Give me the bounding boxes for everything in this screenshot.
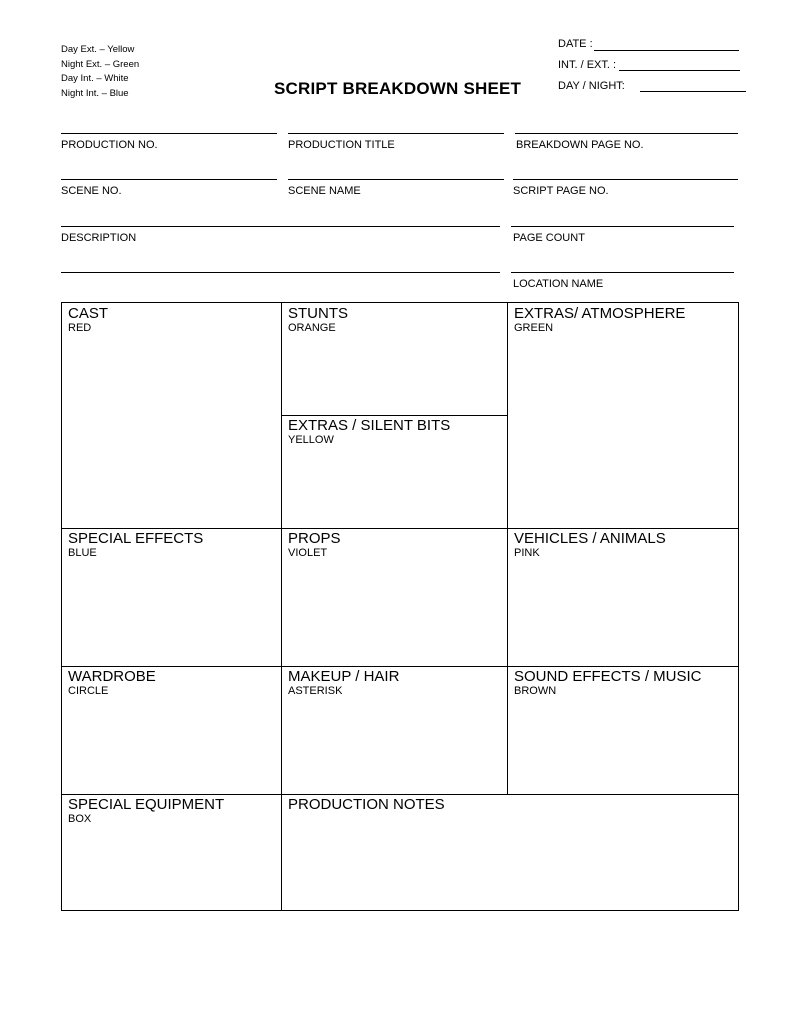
script-page-no-field[interactable]: [513, 179, 738, 180]
stunts-title: STUNTS: [288, 305, 348, 322]
description-label: DESCRIPTION: [61, 232, 137, 244]
makeup-hair-cell[interactable]: [281, 666, 507, 794]
production-no-field[interactable]: [61, 133, 277, 134]
production-notes-title: PRODUCTION NOTES: [288, 796, 445, 813]
production-title-label: PRODUCTION TITLE: [288, 139, 395, 151]
special-equipment-title: SPECIAL EQUIPMENT: [68, 796, 225, 813]
scene-no-label: SCENE NO.: [61, 185, 122, 197]
production-title-field[interactable]: [288, 133, 504, 134]
makeup-hair-code: ASTERISK: [288, 685, 343, 697]
legend-night-int: Night Int. – Blue: [61, 88, 129, 99]
special-equipment-cell[interactable]: [62, 794, 281, 911]
makeup-hair-title: MAKEUP / HAIR: [288, 668, 400, 685]
cast-code: RED: [68, 322, 92, 334]
extras-atmosphere-code: GREEN: [514, 322, 554, 334]
breakdown-page-no-label: BREAKDOWN PAGE NO.: [516, 139, 644, 151]
breakdown-grid: [61, 302, 739, 911]
legend-day-int: Day Int. – White: [61, 73, 129, 84]
scene-name-field[interactable]: [288, 179, 504, 180]
page-count-label: PAGE COUNT: [513, 232, 585, 244]
special-effects-title: SPECIAL EFFECTS: [68, 530, 204, 547]
legend-day-ext: Day Ext. – Yellow: [61, 44, 135, 55]
page-title: SCRIPT BREAKDOWN SHEET: [274, 79, 522, 98]
special-equipment-code: BOX: [68, 813, 92, 825]
props-cell[interactable]: [281, 528, 507, 666]
extras-silent-bits-cell[interactable]: [281, 415, 507, 528]
scene-no-field[interactable]: [61, 179, 277, 180]
vehicles-animals-cell[interactable]: [507, 528, 739, 666]
sound-effects-music-title: SOUND EFFECTS / MUSIC: [514, 668, 702, 685]
wardrobe-code: CIRCLE: [68, 685, 109, 697]
description-field[interactable]: [61, 226, 500, 227]
day-night-label: DAY / NIGHT:: [558, 80, 625, 92]
day-night-field[interactable]: [640, 91, 746, 92]
date-label: DATE :: [558, 38, 593, 50]
production-notes-cell[interactable]: [281, 794, 739, 911]
sound-effects-music-code: BROWN: [514, 685, 557, 697]
int-ext-field[interactable]: [619, 70, 740, 71]
description-line-2[interactable]: [61, 272, 500, 273]
extras-silent-bits-code: YELLOW: [288, 434, 334, 446]
extras-atmosphere-cell[interactable]: [507, 303, 739, 528]
extras-silent-bits-title: EXTRAS / SILENT BITS: [288, 417, 451, 434]
stunts-code: ORANGE: [288, 322, 336, 334]
script-page-no-label: SCRIPT PAGE NO.: [513, 185, 609, 197]
cast-cell[interactable]: [62, 303, 281, 528]
breakdown-page-no-field[interactable]: [515, 133, 738, 134]
production-no-label: PRODUCTION NO.: [61, 139, 158, 151]
int-ext-label: INT. / EXT. :: [558, 59, 617, 71]
cast-title: CAST: [68, 305, 109, 322]
scene-name-label: SCENE NAME: [288, 185, 361, 197]
extras-atmosphere-title: EXTRAS/ ATMOSPHERE: [514, 305, 686, 322]
special-effects-cell[interactable]: [62, 528, 281, 666]
date-field[interactable]: [594, 50, 739, 51]
special-effects-code: BLUE: [68, 547, 97, 559]
props-title: PROPS: [288, 530, 341, 547]
vehicles-animals-code: PINK: [514, 547, 540, 559]
wardrobe-cell[interactable]: [62, 666, 281, 794]
sound-effects-music-cell[interactable]: [507, 666, 739, 794]
legend-night-ext: Night Ext. – Green: [61, 59, 140, 70]
location-name-label: LOCATION NAME: [513, 278, 604, 290]
vehicles-animals-title: VEHICLES / ANIMALS: [514, 530, 666, 547]
page-count-field[interactable]: [511, 226, 734, 227]
stunts-cell[interactable]: [281, 303, 507, 415]
location-name-field[interactable]: [511, 272, 734, 273]
wardrobe-title: WARDROBE: [68, 668, 156, 685]
props-code: VIOLET: [288, 547, 328, 559]
